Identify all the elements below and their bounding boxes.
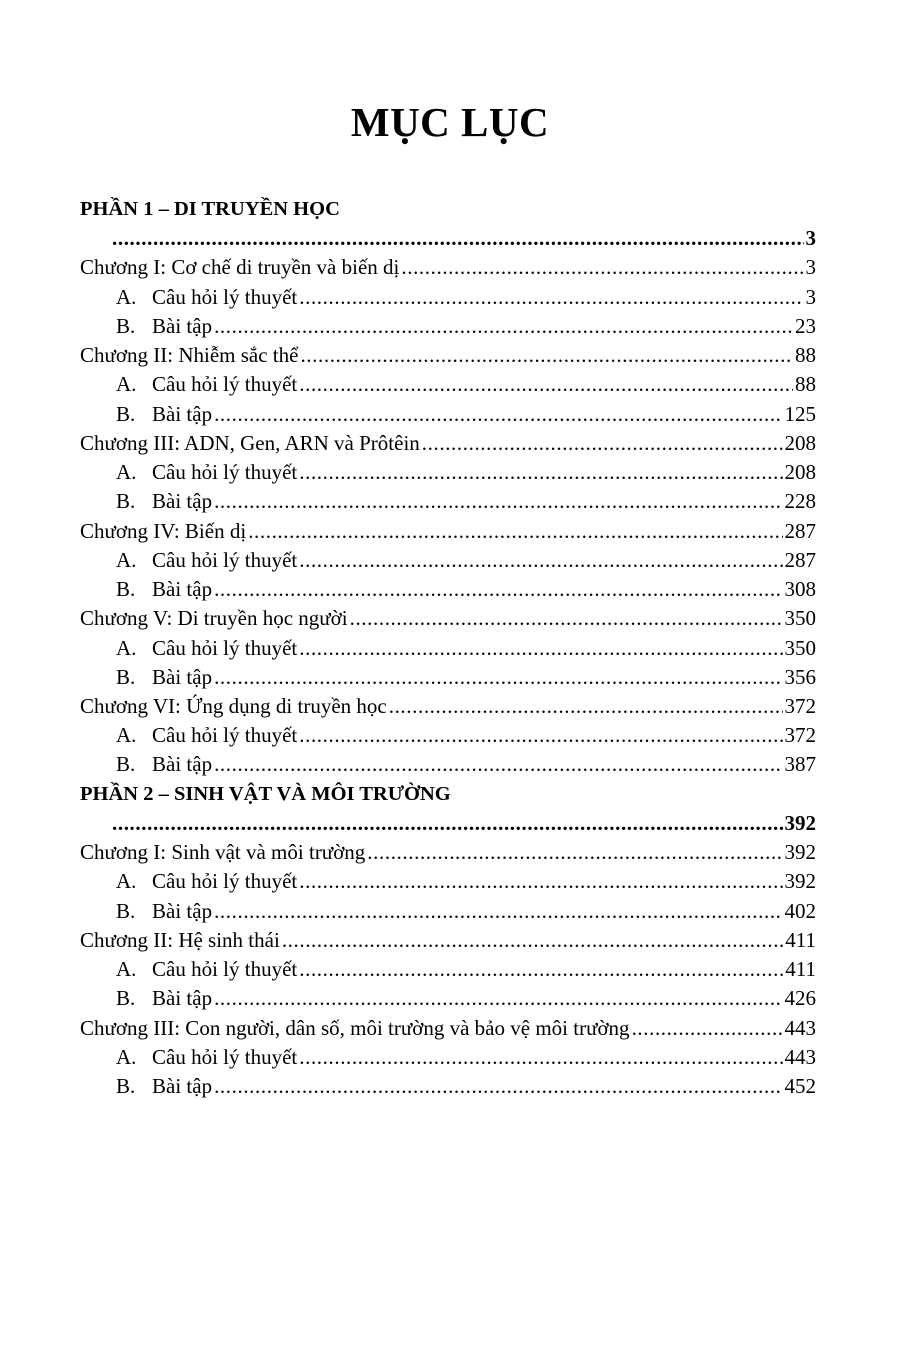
chapter-title: Chương IV: Biến dị [80, 518, 247, 543]
chapter-title: Chương III: ADN, Gen, ARN và Prôtêin [80, 430, 420, 455]
page-title: MỤC LỤC [350, 99, 550, 145]
page-number: 392 [784, 840, 816, 865]
page-number: 3 [805, 284, 816, 309]
section-entry[interactable] [80, 546, 816, 575]
page-number: 287 [784, 547, 816, 572]
chapter-entry[interactable] [80, 838, 816, 867]
part-title: PHẦN 2 – SINH VẬT VÀ MÔI TRƯỜNG [80, 782, 451, 805]
chapter-title: Chương V: Di truyền học người [80, 606, 348, 631]
page-number: 287 [784, 518, 816, 543]
dot-leader [389, 692, 783, 721]
part-page-entry[interactable] [80, 809, 816, 838]
page-number: 350 [784, 635, 816, 660]
dot-leader [300, 341, 793, 370]
page-number: 443 [784, 1015, 816, 1040]
dot-leader [214, 897, 782, 926]
page-number: 350 [784, 606, 816, 631]
section-letter: A. [116, 547, 137, 572]
dot-leader [632, 1014, 783, 1043]
section-label: Câu hỏi lý thuyết [152, 547, 298, 572]
section-label: Câu hỏi lý thuyết [152, 460, 298, 485]
section-entry[interactable] [80, 897, 816, 926]
section-label: Bài tập [152, 664, 213, 689]
section-letter: A. [116, 869, 137, 894]
section-letter: A. [116, 957, 137, 982]
dot-leader [299, 283, 803, 312]
page-number: 3 [805, 226, 816, 251]
section-label: Câu hỏi lý thuyết [152, 284, 298, 309]
dot-leader [282, 926, 783, 955]
page-number: 308 [784, 577, 816, 602]
section-letter: B. [116, 401, 136, 426]
chapter-entry[interactable] [80, 926, 816, 955]
page-number: 88 [795, 372, 816, 397]
section-entry[interactable] [80, 487, 816, 516]
dot-leader [422, 429, 783, 458]
section-letter: B. [116, 898, 136, 923]
section-label: Câu hỏi lý thuyết [152, 723, 298, 748]
dot-leader [214, 487, 782, 516]
page-number: 208 [784, 430, 816, 455]
section-letter: A. [116, 1044, 137, 1069]
part-heading[interactable] [80, 780, 816, 809]
section-letter: A. [116, 635, 137, 660]
dot-leader [299, 721, 782, 750]
section-entry[interactable] [80, 955, 816, 984]
table-of-contents [80, 195, 816, 1101]
chapter-entry[interactable] [80, 604, 816, 633]
page-number: 372 [784, 723, 816, 748]
page-number: 88 [795, 343, 816, 368]
page-number: 411 [785, 927, 816, 952]
chapter-title: Chương I: Sinh vật và môi trường [80, 840, 366, 865]
dot-leader [401, 253, 803, 282]
section-label: Bài tập [152, 313, 213, 338]
chapter-entry[interactable] [80, 692, 816, 721]
dot-leader [214, 312, 793, 341]
part-page-entry[interactable] [80, 224, 816, 253]
dot-leader [214, 575, 782, 604]
section-letter: A. [116, 284, 137, 309]
page-number: 356 [784, 664, 816, 689]
dot-leader [299, 370, 793, 399]
page-number: 372 [784, 693, 816, 718]
dot-leader [299, 546, 782, 575]
part-heading[interactable] [80, 195, 816, 224]
section-label: Bài tập [152, 401, 213, 426]
page-number: 125 [784, 401, 816, 426]
section-letter: A. [116, 723, 137, 748]
chapter-title: Chương VI: Ứng dụng di truyền học [80, 693, 387, 718]
page-number: 426 [784, 986, 816, 1011]
section-letter: B. [116, 577, 136, 602]
dot-leader [214, 400, 782, 429]
section-entry[interactable] [80, 721, 816, 750]
page-number: 3 [805, 255, 816, 280]
dot-leader [248, 517, 782, 546]
section-entry[interactable] [80, 750, 816, 779]
section-entry[interactable] [80, 575, 816, 604]
dot-leader [367, 838, 782, 867]
section-entry[interactable] [80, 984, 816, 1013]
page-number: 392 [784, 810, 816, 835]
section-label: Bài tập [152, 898, 213, 923]
page-number: 208 [784, 460, 816, 485]
chapter-title: Chương III: Con người, dân số, môi trường và bảo vệ môi trường [80, 1015, 630, 1040]
dot-leader [112, 809, 783, 838]
section-letter: A. [116, 460, 137, 485]
chapter-entry[interactable] [80, 429, 816, 458]
section-entry[interactable] [80, 400, 816, 429]
dot-leader [214, 1072, 782, 1101]
section-entry[interactable] [80, 370, 816, 399]
dot-leader [299, 867, 782, 896]
chapter-title: Chương II: Hệ sinh thái [80, 927, 280, 952]
section-letter: B. [116, 313, 136, 338]
dot-leader [299, 955, 783, 984]
page-number: 228 [784, 489, 816, 514]
section-label: Bài tập [152, 986, 213, 1011]
page-number: 411 [785, 957, 816, 982]
section-entry[interactable] [80, 1072, 816, 1101]
dot-leader [350, 604, 783, 633]
section-entry[interactable] [80, 663, 816, 692]
dot-leader [299, 1043, 782, 1072]
section-label: Câu hỏi lý thuyết [152, 1044, 298, 1069]
section-label: Câu hỏi lý thuyết [152, 869, 298, 894]
dot-leader [299, 458, 782, 487]
dot-leader [299, 634, 782, 663]
section-label: Câu hỏi lý thuyết [152, 372, 298, 397]
section-letter: B. [116, 1074, 136, 1099]
section-label: Bài tập [152, 1074, 213, 1099]
dot-leader [112, 224, 804, 253]
section-label: Bài tập [152, 577, 213, 602]
section-entry[interactable] [80, 312, 816, 341]
dot-leader [214, 750, 782, 779]
section-entry[interactable] [80, 458, 816, 487]
dot-leader [214, 663, 782, 692]
section-label: Bài tập [152, 489, 213, 514]
chapter-entry[interactable] [80, 341, 816, 370]
page-number: 387 [784, 752, 816, 777]
chapter-title: Chương I: Cơ chế di truyền và biến dị [80, 255, 400, 280]
section-letter: B. [116, 489, 136, 514]
section-label: Câu hỏi lý thuyết [152, 635, 298, 660]
chapter-entry[interactable] [80, 253, 816, 282]
chapter-entry[interactable] [80, 517, 816, 546]
part-title: PHẦN 1 – DI TRUYỀN HỌC [80, 198, 340, 220]
section-entry[interactable] [80, 634, 816, 663]
dot-leader [214, 984, 782, 1013]
page-number: 402 [784, 898, 816, 923]
section-letter: B. [116, 986, 136, 1011]
page-number: 452 [784, 1074, 816, 1099]
chapter-entry[interactable] [80, 1014, 816, 1043]
page-number: 23 [795, 313, 816, 338]
section-label: Câu hỏi lý thuyết [152, 957, 298, 982]
page-number: 443 [784, 1044, 816, 1069]
chapter-title: Chương II: Nhiễm sắc thể [80, 343, 299, 368]
section-entry[interactable] [80, 867, 816, 896]
page-number: 392 [784, 869, 816, 894]
section-label: Bài tập [152, 752, 213, 777]
section-letter: A. [116, 372, 137, 397]
section-entry[interactable] [80, 283, 816, 312]
section-letter: B. [116, 752, 136, 777]
section-entry[interactable] [80, 1043, 816, 1072]
section-letter: B. [116, 664, 136, 689]
